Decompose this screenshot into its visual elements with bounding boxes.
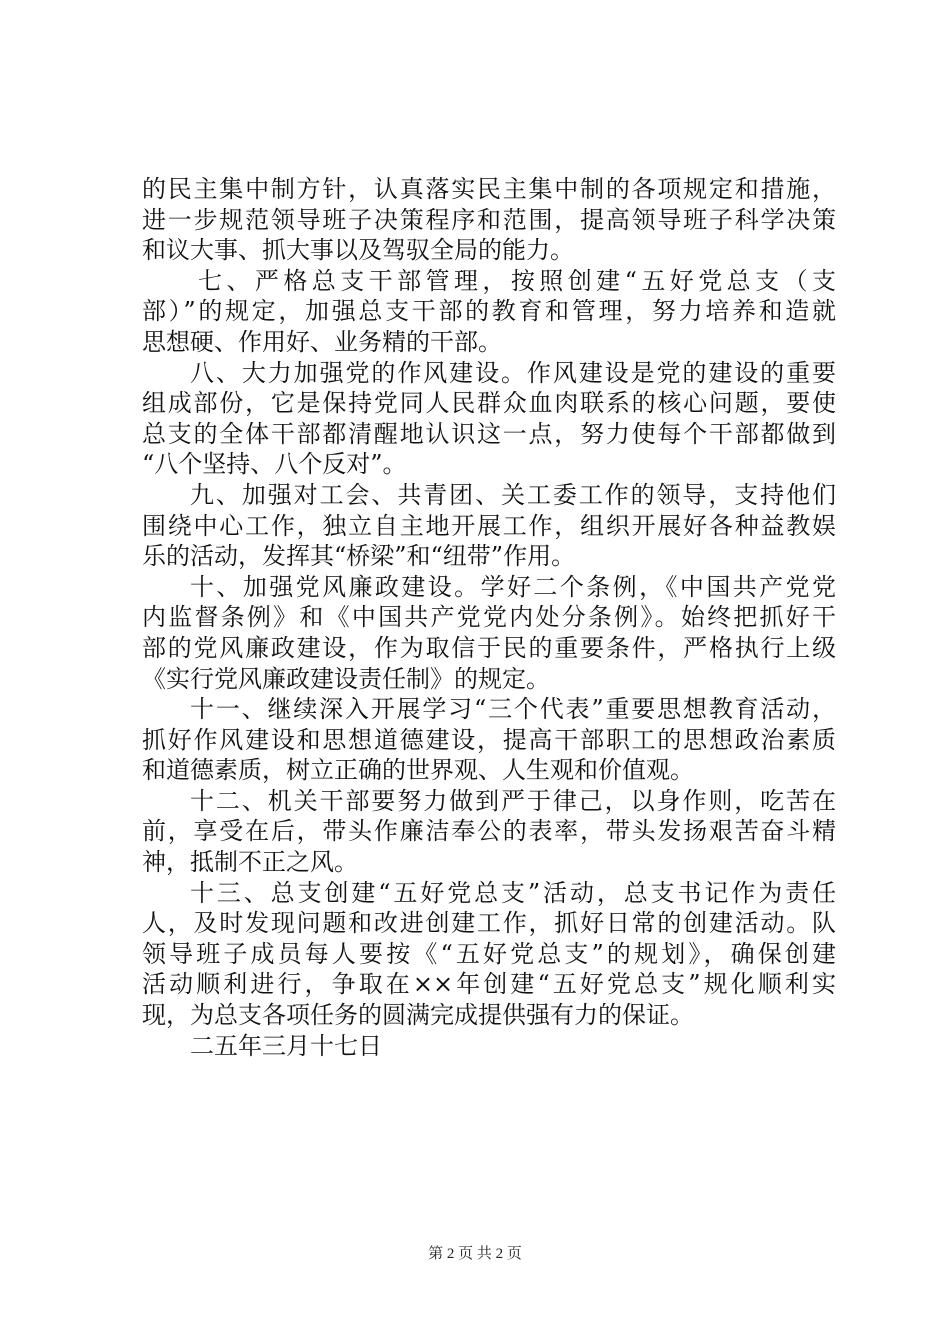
- text-line: 活动顺利进行，争取在××年创建“五好党总支”规化顺利实: [142, 970, 836, 999]
- text-line: 七、严格总支干部管理，按照创建“五好党总支（支: [198, 266, 836, 295]
- text-line: 部的党风廉政建设，作为取信于民的重要条件，严格执行上级: [142, 633, 836, 662]
- text-line: 和议大事、抓大事以及驾驭全局的能力。: [142, 236, 574, 265]
- text-line: 内监督条例》和《中国共产党党内处分条例》。始终把抓好干: [142, 603, 836, 632]
- text-line: 乐的活动，发挥其“桥梁”和“纽带”作用。: [142, 542, 576, 571]
- text-line: 和道德素质，树立正确的世界观、人生观和价值观。: [142, 756, 694, 785]
- text-line: 十一、继续深入开展学习“三个代表”重要思想教育活动，: [190, 695, 836, 724]
- text-line: 十三、总支创建“五好党总支”活动，总支书记作为责任: [190, 878, 836, 907]
- text-line: 二五年三月十七日: [190, 1031, 382, 1060]
- text-line: 领导班子成员每人要按《“五好党总支”的规划》，确保创建: [142, 939, 836, 968]
- text-line: 抓好作风建设和思想道德建设，提高干部职工的思想政治素质: [142, 725, 836, 754]
- text-line: 前，享受在后，带头作廉洁奉公的表率，带头发扬艰苦奋斗精: [142, 817, 836, 846]
- text-line: 围绕中心工作，独立自主地开展工作，组织开展好各种益教娱: [142, 511, 836, 540]
- text-line: 部）”的规定，加强总支干部的教育和管理，努力培养和造就: [142, 297, 836, 326]
- text-line: 现，为总支各项任务的圆满完成提供强有力的保证。: [142, 1001, 694, 1030]
- text-line: 神，抵制不正之风。: [142, 848, 358, 877]
- text-line: 的民主集中制方针，认真落实民主集中制的各项规定和措施，: [142, 175, 836, 203]
- text-line: 思想硬、作用好、业务精的干部。: [142, 327, 502, 356]
- page-footer: 第 2 页 共 2 页: [428, 1246, 522, 1262]
- text-line: 八、大力加强党的作风建设。作风建设是党的建设的重要: [190, 358, 836, 387]
- text-line: 进一步规范领导班子决策程序和范围，提高领导班子科学决策: [142, 205, 836, 234]
- text-line: 十二、机关干部要努力做到严于律己，以身作则，吃苦在: [190, 786, 836, 815]
- text-line: “八个坚持、八个反对”。: [142, 450, 407, 479]
- text-line: 十、加强党风廉政建设。学好二个条例，《中国共产党党: [190, 572, 836, 601]
- text-line: 总支的全体干部都清醒地认识这一点，努力使每个干部都做到: [142, 419, 836, 448]
- text-line: 组成部份，它是保持党同人民群众血肉联系的核心问题，要使: [142, 389, 836, 418]
- text-line: 《实行党风廉政建设责任制》的规定。: [142, 664, 550, 693]
- text-line: 九、加强对工会、共青团、关工委工作的领导，支持他们: [190, 480, 836, 509]
- document-body: [142, 174, 836, 1061]
- text-line: 人，及时发现问题和改进创建工作，抓好日常的创建活动。队: [142, 909, 836, 938]
